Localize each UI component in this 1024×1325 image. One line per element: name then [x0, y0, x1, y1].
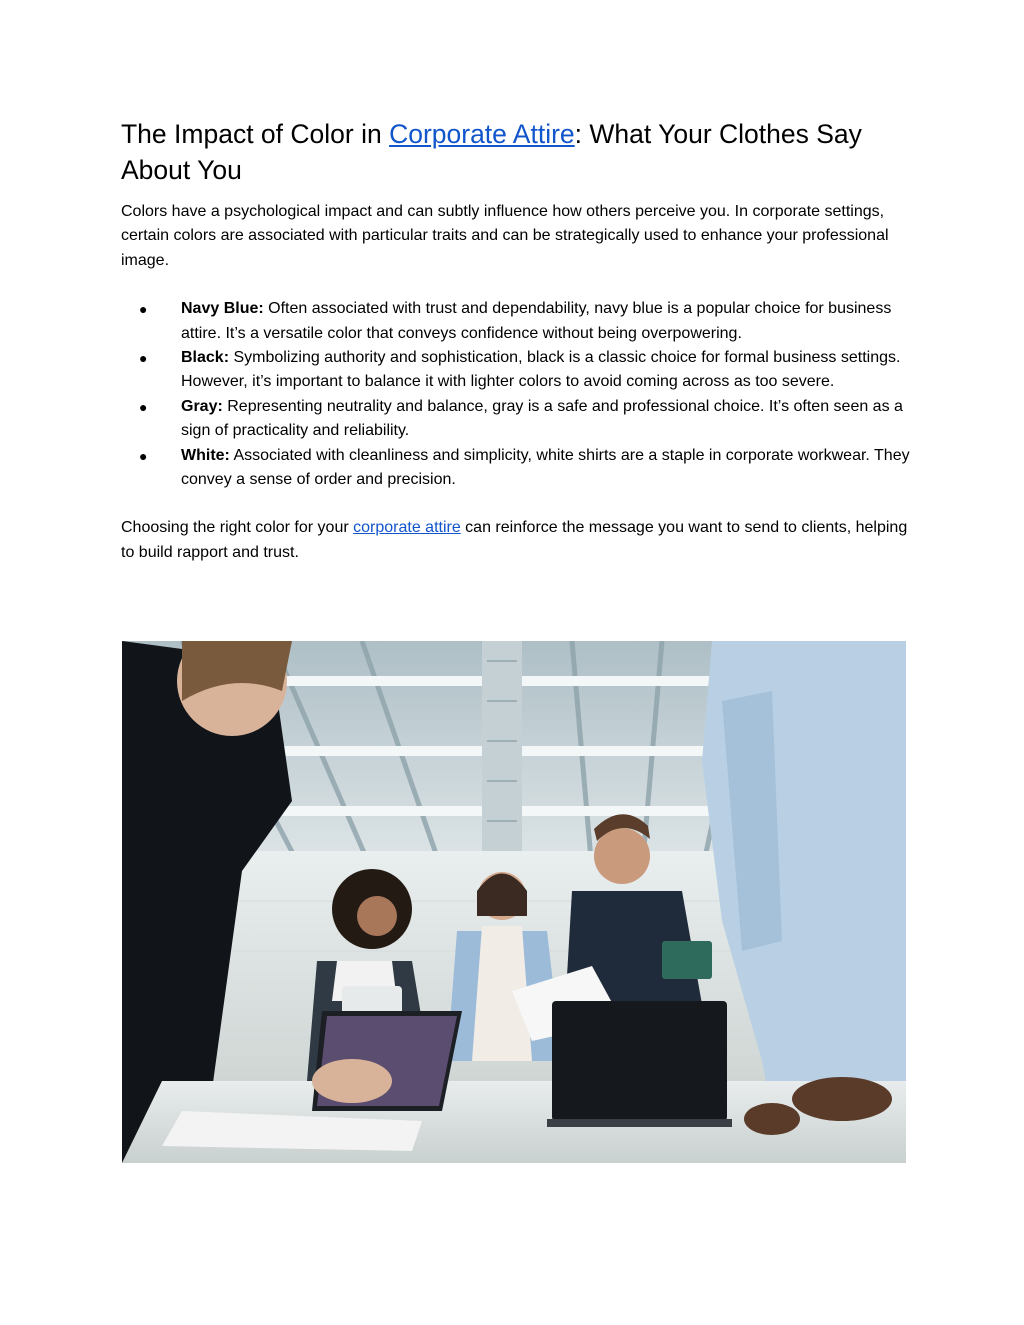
- list-item-white: [121, 444, 911, 493]
- document-page: [121, 116, 911, 565]
- list-item-term: White:: [181, 446, 230, 464]
- intro-paragraph: Colors have a psychological impact and can subtly influence how others perceive you. In corporate settings, certain colors are associated with particular traits and can be strategically used to enhance your professional image.: [121, 203, 889, 269]
- bullet-glyph: ●: [139, 447, 148, 464]
- list-item-gray: [121, 395, 911, 444]
- list-item-term: Gray:: [181, 397, 223, 415]
- corporate-attire-link[interactable]: corporate attire: [353, 519, 461, 537]
- bullet-glyph: ●: [139, 301, 148, 318]
- bullet-glyph: ●: [139, 350, 148, 367]
- list-item-text: Often associated with trust and dependability, navy blue is a popular choice for business attire. It’s a versatile color that conveys confidence without being overpowering.: [181, 300, 892, 342]
- list-item-text: Representing neutrality and balance, gray is a safe and professional choice. It’s often seen as a sign of practicality and reliability.: [181, 397, 903, 440]
- list-item-navy-blue: [121, 297, 911, 346]
- title-text-before: The Impact of Color in: [121, 119, 390, 149]
- list-item-black: [121, 346, 911, 395]
- corporate-attire-title-link[interactable]: Corporate Attire: [389, 119, 575, 149]
- list-item-term: Navy Blue:: [181, 300, 264, 318]
- article-title: [121, 116, 911, 188]
- bullet-glyph: ●: [139, 398, 148, 415]
- closing-paragraph: [121, 516, 911, 565]
- color-list: [121, 297, 911, 492]
- title-text-after: : What Your Clothes Say About You: [121, 119, 862, 185]
- closing-text-before: Choosing the right color for your: [121, 519, 354, 537]
- list-item-text: Symbolizing authority and sophistication, black is a classic choice for formal business settings. However, it’s important to balance it with lighter colors to avoid coming across as too severe.: [181, 349, 901, 391]
- list-item-term: Black:: [181, 349, 230, 367]
- closing-text-after: can reinforce the message you want to send to clients, helping to build rapport and trust.: [121, 519, 908, 561]
- office-meeting-photo: [122, 641, 906, 1163]
- list-item-text: Associated with cleanliness and simplicity, white shirts are a staple in corporate workwear. They convey a sense of order and precision.: [181, 446, 910, 489]
